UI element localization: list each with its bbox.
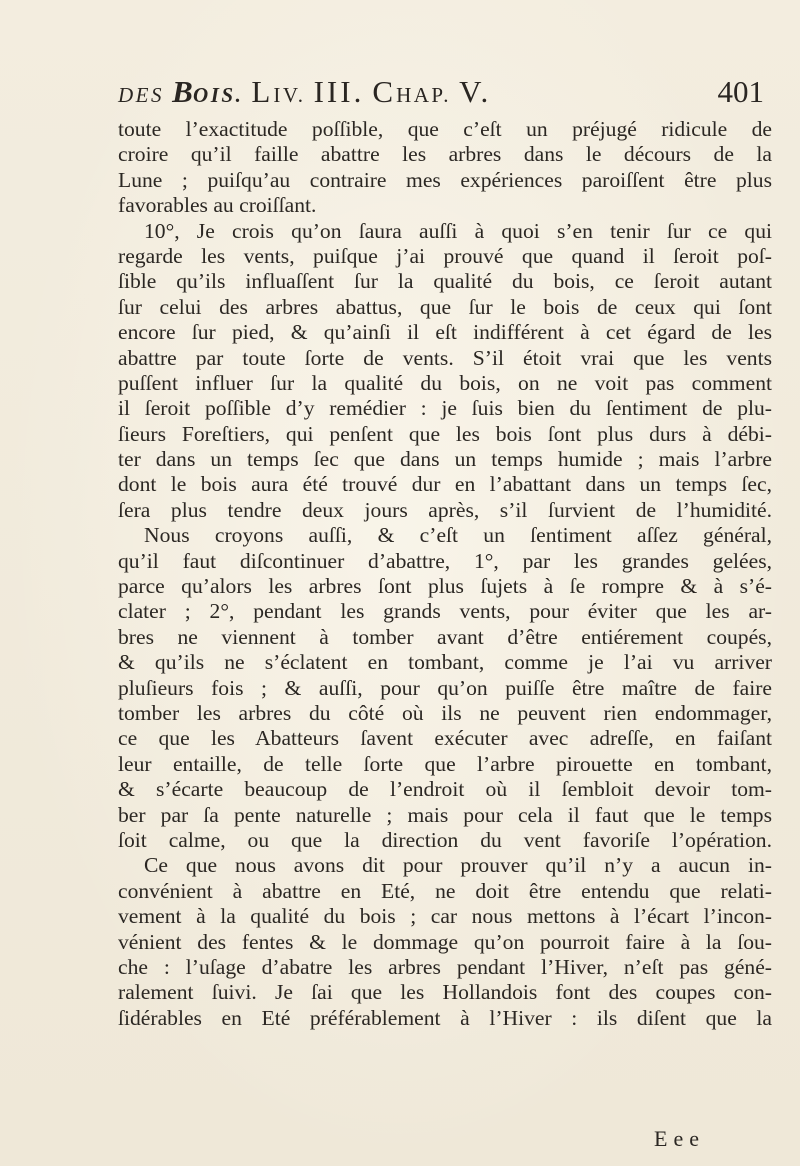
- text-line: encore ſur pied, & qu’ainſi il eſt indifférent à cet égard de les: [118, 320, 772, 345]
- text-line: regarde les vents, puiſque j’ai prouvé que quand il ſeroit poſ-: [118, 243, 772, 268]
- text-line: favorables au croiſſant.: [118, 193, 317, 218]
- text-line: il ſeroit poſſible d’y remédier : je ſuis bien du ſentiment de plu-: [118, 396, 772, 421]
- text-line: ſur celui des arbres abattus, que ſur le bois de ceux qui ſont: [118, 294, 772, 319]
- text-line: & s’écarte beaucoup de l’endroit où il ſembloit devoir tom-: [118, 777, 772, 802]
- text-line: tomber les arbres du côté où ils ne peuvent rien endommager,: [118, 700, 772, 725]
- running-title: [118, 74, 491, 110]
- text-line: vement à la qualité du bois ; car nous mettons à l’écart l’incon-: [118, 904, 772, 929]
- text-line: Ce que nous avons dit pour prouver qu’il n’y a aucun in-: [144, 853, 772, 878]
- title-bois-initial: B: [172, 74, 194, 109]
- page-number: 401: [717, 74, 764, 109]
- text-line: abattre par toute ſorte de vents. S’il étoit vrai que les vents: [118, 345, 772, 370]
- text-line: bres ne viennent à tomber avant d’être entiérement coupés,: [118, 624, 772, 649]
- text-line: vénient des fentes & le dommage qu’on pourroit faire à la ſou-: [118, 929, 772, 954]
- title-livre-rest: IV.: [273, 83, 306, 107]
- title-livre-number: III.: [313, 74, 365, 109]
- text-line: croire qu’il faille abattre les arbres dans le décours de la: [118, 142, 772, 167]
- title-des: DES: [118, 83, 164, 107]
- text-line: Nous croyons auſſi, & c’eſt un ſentiment aſſez général,: [144, 523, 772, 548]
- text-line: ſoit calme, ou que la direction du vent favoriſe l’opération.: [118, 827, 772, 852]
- title-chap-rest: HAP.: [396, 83, 452, 107]
- text-line: ſible qu’ils influaſſent ſur la qualité du bois, ce ſeroit autant: [118, 269, 772, 294]
- text-line: qu’il faut diſcontinuer d’abattre, 1°, par les grandes gelées,: [118, 548, 772, 573]
- text-line: che : l’uſage d’abatre les arbres pendant l’Hiver, n’eſt pas géné-: [118, 954, 772, 979]
- title-chap-number: V.: [459, 74, 492, 109]
- title-livre-initial: L: [251, 74, 274, 109]
- text-line: pluſieurs fois ; & auſſi, pour qu’on puiſſe être maître de faire: [118, 675, 772, 700]
- text-line: ce que les Abatteurs ſavent exécuter avec adreſſe, en faiſant: [118, 726, 772, 751]
- text-line: parce qu’alors les arbres ſont plus ſujets à ſe rompre & à s’é-: [118, 574, 772, 599]
- running-header: [118, 74, 764, 114]
- signature-mark: Eee: [654, 1126, 705, 1151]
- text-line: ter dans un temps ſec que dans un temps humide ; mais l’arbre: [118, 447, 772, 472]
- text-line: ber par ſa pente naturelle ; mais pour cela il faut que le temps: [118, 802, 772, 827]
- text-line: ralement ſuivi. Je ſai que les Hollandois font des coupes con-: [118, 980, 772, 1005]
- text-line: dont le bois aura été trouvé dur en l’abattant dans un temps ſec,: [118, 472, 772, 497]
- title-chap-initial: C: [372, 74, 397, 109]
- text-line: leur entaille, de telle ſorte que l’arbre pirouette en tombant,: [118, 751, 772, 776]
- text-line: ſera plus tendre deux jours après, s’il ſurvient de l’humidité.: [118, 497, 772, 522]
- text-line: Lune ; puiſqu’au contraire mes expériences paroiſſent être plus: [118, 167, 772, 192]
- text-line: clater ; 2°, pendant les grands vents, pour éviter que les ar-: [118, 599, 772, 624]
- text-line: ſidérables en Eté préférablement à l’Hiver : ils diſent que la: [118, 1005, 772, 1030]
- title-bois-rest: OIS.: [193, 83, 244, 107]
- body-text: [118, 117, 772, 1031]
- text-line: puſſent influer ſur la qualité du bois, on ne voit pas comment: [118, 370, 772, 395]
- text-line: ſieurs Foreſtiers, qui penſent que les bois ſont plus durs à débi-: [118, 421, 772, 446]
- text-line: toute l’exactitude poſſible, que c’eſt un préjugé ridicule de: [118, 117, 772, 141]
- text-line: 10°, Je crois qu’on ſaura auſſi à quoi s’en tenir ſur ce qui: [144, 218, 772, 243]
- text-line: convénient à abattre en Eté, ne doit être entendu que relati-: [118, 878, 772, 903]
- text-line: & qu’ils ne s’éclatent en tombant, comme je l’ai vu arriver: [118, 650, 772, 675]
